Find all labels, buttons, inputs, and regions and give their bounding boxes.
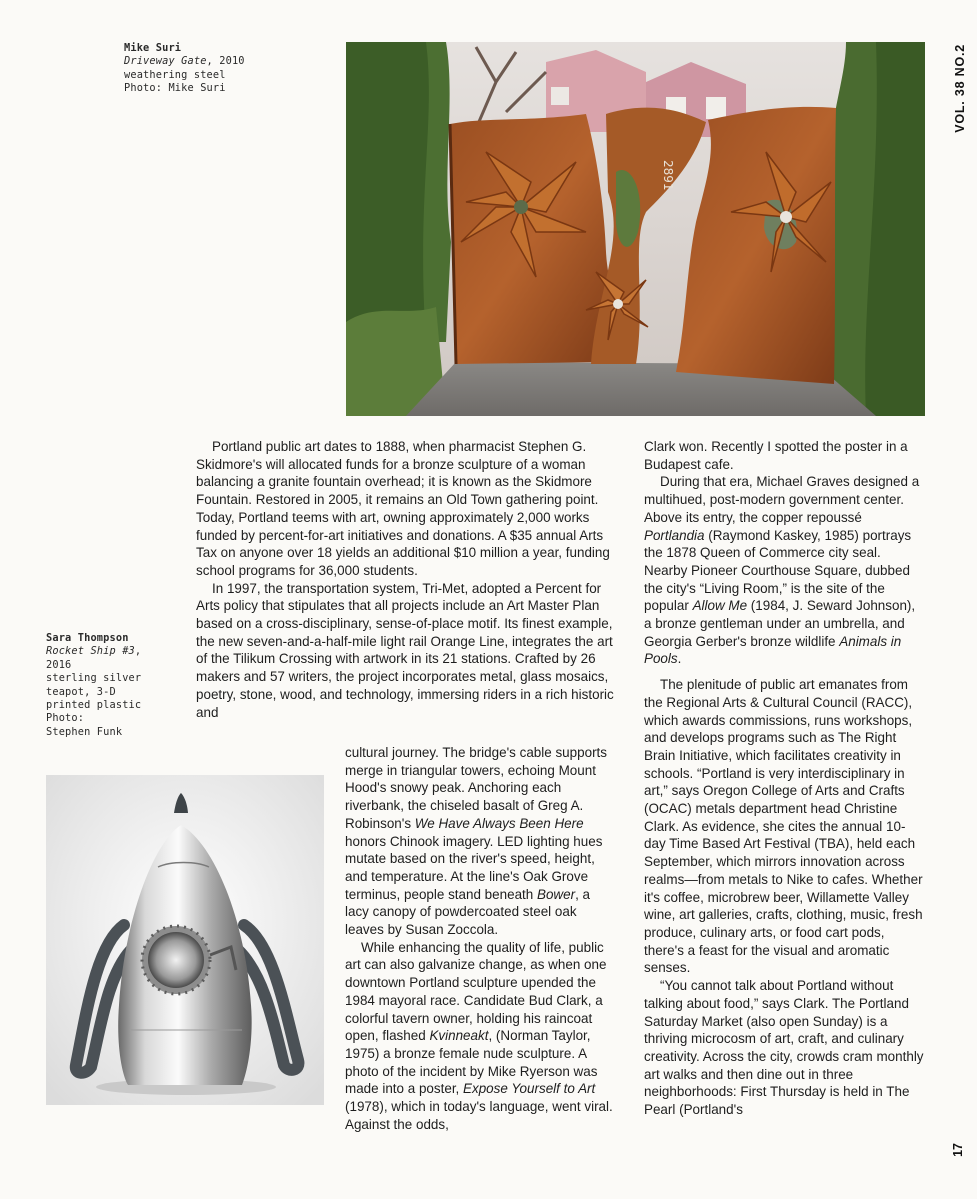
text-run: While enhancing the quality of life, public art can also galvanize change, as when one downtown Portland sculpture upended the 1984 mayoral race. Candidate Bud Clark, a colorful tavern owner, holding his raincoat open, flashed [345, 939, 607, 1044]
text-run: , a lacy canopy of powdercoated steel oak leaves by Susan Zoccola. [345, 886, 591, 938]
artwork-title: Portlandia [644, 527, 705, 543]
text-run: (1978), which in today's language, went viral. Against the odds, [345, 1099, 613, 1132]
text-run: (1984, J. Seward Johnson), a bronze gentleman under an umbrella, and Georgia Gerber's bronze wildlife [644, 598, 916, 649]
artwork-title: Bower [537, 886, 576, 902]
rocket-caption [46, 632, 141, 739]
gate-caption-photo: Photo: Mike Suri [124, 82, 226, 95]
artwork-title: Allow Me [692, 598, 748, 614]
gate-caption-title: Driveway Gate [124, 55, 207, 68]
text-run: During that era, Michael Graves designed a multihued, post-modern government center. Above its entry, the copper repoussé [644, 474, 920, 525]
rocket-teapot-photo [46, 775, 324, 1105]
rocket-teapot-illustration [46, 775, 324, 1105]
rocket-caption-title: Rocket Ship #3 [46, 645, 135, 658]
paragraph-graves [644, 473, 926, 668]
paragraph-clark-won: Clark won. Recently I spotted the poster in a Budapest cafe. [644, 439, 908, 472]
rocket-caption-line: 2016 [46, 658, 72, 671]
volume-label: VOL. 38 NO.2 [953, 44, 967, 133]
rocket-caption-artist: Sara Thompson [46, 632, 129, 644]
rocket-caption-line: sterling silver [46, 672, 142, 685]
gate-caption-title-line [124, 55, 245, 68]
article-column-1-top [196, 438, 616, 721]
text-run: (Raymond Kaskey, 1985) portrays the 1878 Queen of Commerce city seal. Nearby Pioneer Courthouse Square, dubbed the city's “Living Room,” is the site of the popular [644, 527, 912, 614]
page-number: 17 [951, 1143, 965, 1157]
paragraph-mayoral-race [345, 939, 615, 1134]
driveway-gate-photo [346, 42, 925, 416]
svg-text:2891: 2891 [661, 160, 675, 191]
text-run: . [677, 651, 682, 667]
text-run: cultural journey. The bridge's cable supports merge in triangular towers, echoing Mount Hood's snowy peak. Anchoring each riverbank, the chiseled basalt of Greg A. Robinson's [345, 745, 608, 831]
gate-caption-artist: Mike Suri [124, 42, 182, 54]
gate-caption-medium: weathering steel [124, 68, 226, 81]
text-run: , (Norman Taylor, 1975) a bronze female nude sculpture. A photo of the incident by Mike Ryerson was made into a poster, [345, 1028, 598, 1097]
paragraph-trimet-continued [345, 744, 615, 939]
paragraph-food: “You cannot talk about Portland without talking about food,” says Clark. The Portland Saturday Market (also open Sunday) is a thriving microcosm of art, craft, and culinary creativity. Across the city, crowds cram monthly art walks and then dine out in three neighborhoods: First Thursday is held in The Pearl (Portland's [644, 978, 924, 1118]
text-run: honors Chinook imagery. LED lighting hues mutate based on the river's speed, height, and temperature. At the line's Oak Grove terminus, people stand beneath [345, 833, 603, 902]
gate-caption-year: , 2010 [206, 55, 245, 68]
paragraph-trimet-start: In 1997, the transportation system, Tri-Met, adopted a Percent for Arts policy that stipulates that all projects include an Art Master Plan based on a cross-disciplinary, sense-of-place motif. Its finest example, the new seven-and-a-half-mile light rail Orange Line, integrates the art of the Tilikum Crossing with artwork in its 21 stations. Crafted by 26 makers and 57 writers, the project incorporates metal, glass mosaics, poetry, stone, wood, and technology, immersing riders in a rich historic and [196, 580, 614, 720]
artwork-title: Expose Yourself to Art [463, 1081, 596, 1097]
article-column-2 [644, 438, 926, 1119]
gate-caption [124, 42, 245, 96]
rocket-caption-year: , [134, 645, 142, 658]
article-column-1-bottom [345, 744, 615, 1133]
paragraph-racc: The plenitude of public art emanates from the Regional Arts & Cultural Council (RACC), which awards commissions, runs workshops, and develops programs such as The Right Brain Initiative, which facilitates creativity in schools. “Portland is very interdisciplinary in art,” says Oregon College of Arts and Crafts (OCAC) metals department head Christine Clark. As evidence, she cites the annual 10-day Time Based Art Festival (TBA), held each September, which mirrors innovation across realms—from metals to Nike to cafes. Whether it's coffee, microbrew beer, Willamette Valley wine, art galleries, crafts, clothing, music, fresh produce, culinary arts, or food cart pods, there's a feast for the visual and aromatic senses. [644, 677, 923, 976]
artwork-title: Animals in Pools [644, 633, 902, 667]
artwork-title: Kvinneakt [429, 1028, 489, 1044]
artwork-title: We Have Always Been Here [414, 815, 584, 831]
rocket-caption-line: teapot, 3-D [46, 685, 116, 698]
driveway-gate-illustration [346, 42, 925, 416]
rocket-caption-line: Photo: [46, 712, 85, 725]
rocket-caption-title-line [46, 645, 141, 658]
rocket-caption-line: printed plastic [46, 699, 142, 712]
paragraph-skidmore: Portland public art dates to 1888, when pharmacist Stephen G. Skidmore's will allocated funds for a bronze sculpture of a woman balancing a granite fountain overhead; it is known as the Skidmore Fountain. Restored in 2005, it remains an Old Town gathering point. Today, Portland teems with art, owning approximately 2,000 works funded by percent-for-art initiatives and donations. A $35 annual Arts Tax on anyone over 18 yields an additional $10 million a year, funding school programs for 36,000 students. [196, 439, 610, 578]
rocket-caption-line: Stephen Funk [46, 725, 123, 738]
